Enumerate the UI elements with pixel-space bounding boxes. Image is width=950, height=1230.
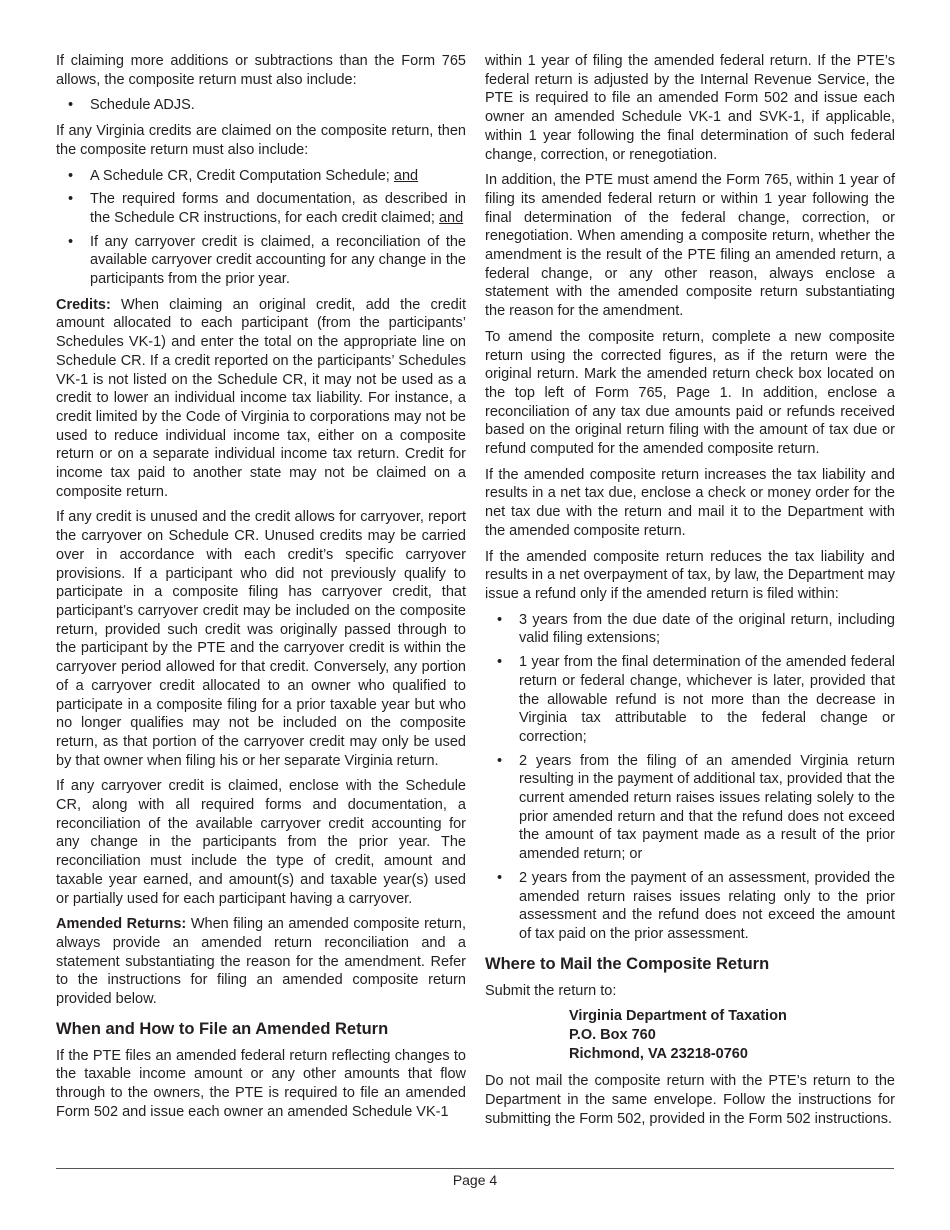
list-item: • A Schedule CR, Credit Computation Schedule; and (56, 167, 466, 186)
credits-paragraph: Credits: When claiming an original credit, add the credit amount allocated to each participant (from the participants’ Schedules VK-1) and enter the total on the appropriate line on Schedule CR. If a credit reported on the participants’ Schedules VK-1 is not listed on the Schedule CR, it may not be used as a credit to lower an individual income tax liability. For instance, a credit limited by the Code of Virginia to corporations may not be used to reduce individual income tax, either on a composite return or on a separate individual income tax return. Credit for income tax paid to another state may not be claimed on a composite return. (56, 296, 466, 500)
amend-form-765-paragraph: In addition, the PTE must amend the Form 765, within 1 year of filing its amended federal return or within 1 year following the final determination of the federal change, correction, or renegotiation. When amending a composite return, whether the amendment is the result of the PTE filing an amended return, a federal change, or any other reason, always enclose a statement with the amended composite return substantiating the reason for the amendment. (485, 172, 895, 320)
amended-returns-paragraph: Amended Returns: When filing an amended composite return, always provide an amended return reconciliation and a statement substantiating the reason for the amendment. Refer to the instructions for filing an amended composite return provided below. (56, 916, 466, 1008)
list-item: • 2 years from the payment of an assessment, provided the amended return raises issues relating only to the prior assessment and the refund does not exceed the amount of tax paid on the prior assessment. (485, 869, 895, 944)
credits-label: Credits: (56, 296, 111, 313)
amended-continued-paragraph: within 1 year of filing the amended federal return. If the PTE’s federal return is adjusted by the Internal Revenue Service, the PTE is required to file an amended Form 502 and issue each owner an amended Schedule VK-1 and SVK-1, if applicable, within 1 year following the final determination of such federal change, correction, or renegotiation. (485, 53, 895, 163)
list-item: • 2 years from the filing of an amended Virginia return resulting in the payment of additional tax, provided that the current amended return raises issues relating solely to the prior amended return and that the refund does not exceed the amount of tax payment made as a result of the prior amended return; or (485, 752, 895, 864)
right-column (485, 52, 895, 1136)
mailing-address (569, 1007, 895, 1063)
list-item: • The required forms and documentation, as described in the Schedule CR instructions, for each credit claimed; and (56, 190, 466, 227)
address-line: Virginia Department of Taxation (569, 1008, 787, 1025)
additions-list (56, 96, 466, 115)
footer-divider (56, 1168, 894, 1169)
heading-where-to-mail: Where to Mail the Composite Return (485, 954, 770, 973)
list-item: • If any carryover credit is claimed, a reconciliation of the available carryover credit accounting for any change in the participants from the prior year. (56, 233, 466, 289)
amend-procedure-paragraph: To amend the composite return, complete a new composite return using the corrected figures, as if the return were the original return. Mark the amended return check box located on the top left of Form 765, Page 1. In addition, enclose a reconciliation of any tax due amounts paid or refunds received based on the original return filing with the amount of tax due or refund computed for the amended composite return. (485, 328, 895, 458)
list-item: • 3 years from the due date of the original return, including valid filing extensions; (485, 611, 895, 648)
page-number: Page 4 (452, 1172, 498, 1188)
refund-intro-paragraph: If the amended composite return reduces the tax liability and results in a net overpayment of tax, by law, the Department may issue a refund only if the amended return is filed within: (485, 548, 895, 602)
amended-returns-label: Amended Returns: (56, 916, 187, 933)
credits-intro: If any Virginia credits are claimed on the composite return, then the composite return must also include: (56, 123, 466, 158)
carryover-paragraph: If any credit is unused and the credit allows for carryover, report the carryover on Schedule CR. Unused credits may be carried over in accordance with each credit’s specific carryover provisions. If a participant who did not previously qualify to participate in a composite filing has carryover credit, that participant’s carryover credit may be included on the composite return, provided such credit was originally passed through to the participant by the PTE and the carryover credit is within the carryover period allowed for that credit. Conversely, any portion of a carryover credit allocated to an owner who qualified to participate in a composite filing for a prior taxable year but who no longer qualifies may not be included on the composite return, as that portion of the carryover credit may only be used by that owner when filing his or her separate Virginia return. (56, 509, 466, 769)
list-item: • 1 year from the final determination of the amended federal return or federal change, whichever is later, provided that the allowable refund is not more than the decrease in Virginia tax attributable to the federal change or correction; (485, 653, 895, 747)
credits-requirements-list (56, 167, 466, 289)
address-line: P.O. Box 760 (569, 1027, 656, 1044)
amended-federal-paragraph: If the PTE files an amended federal return reflecting changes to the taxable income amount or any other amounts that flow through to the owners, the PTE is required to file an amended Form 502 and issue each owner an amended Schedule VK-1 (56, 1047, 466, 1120)
refund-periods-list (485, 611, 895, 944)
conjunction: and (438, 209, 464, 226)
left-column (56, 52, 466, 1129)
tax-due-paragraph: If the amended composite return increases the tax liability and results in a net tax due, enclose a check or money order for the net tax due with the return and mail it to the Department with the amended composite return. (485, 466, 895, 539)
conjunction: and (393, 167, 419, 184)
carryover-reconciliation-paragraph: If any carryover credit is claimed, enclose with the Schedule CR, along with all required forms and documentation, a reconciliation of the available carryover credit accounting for any change in the participants from the prior year. The reconciliation must include the type of credit, amount and taxable year earned, and amount(s) and taxable year(s) used or partially used for each participant having a carryover. (56, 778, 466, 907)
additions-intro: If claiming more additions or subtractions than the Form 765 allows, the composite return must also include: (56, 53, 466, 88)
list-item: • Schedule ADJS. (56, 96, 466, 115)
heading-amended-return: When and How to File an Amended Return (56, 1019, 389, 1038)
submit-text: Submit the return to: (485, 982, 617, 999)
address-line: Richmond, VA 23218-0760 (569, 1045, 748, 1062)
final-instructions-paragraph: Do not mail the composite return with the PTE’s return to the Department in the same envelope. Follow the instructions for submitting the Form 502, provided in the Form 502 instructions. (485, 1073, 895, 1127)
